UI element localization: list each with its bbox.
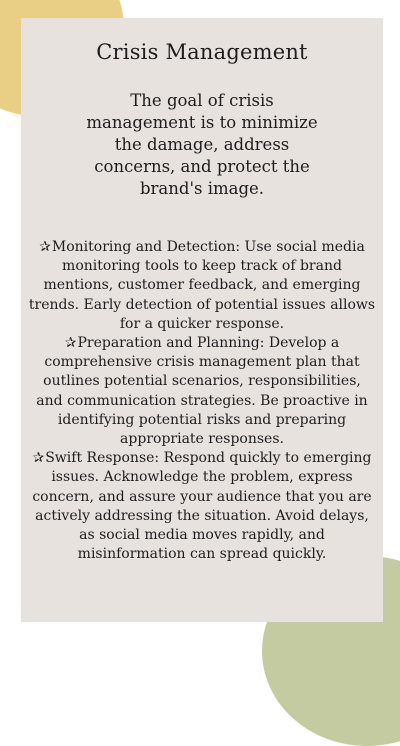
- content-card: [21, 18, 383, 622]
- strategy-item-swift-response: [28, 449, 376, 564]
- strategy-text: Monitoring and Detection: Use social media monitoring tools to keep track of brand mentions, customer feedback, and emerging trends. Early detection of potential issues allows for a quicker response.: [28, 239, 376, 332]
- strategy-list: [28, 238, 376, 564]
- star-icon: ✰: [64, 335, 77, 352]
- intro-text: The goal of crisis management is to minimize the damage, address concerns, and protect the brand's image.: [86, 91, 318, 198]
- page-title: Crisis Management: [96, 40, 308, 64]
- star-icon: ✰: [39, 239, 51, 255]
- star-icon: ✰: [32, 450, 45, 467]
- strategy-item-monitoring: [28, 238, 376, 334]
- strategy-item-preparation: [28, 334, 376, 449]
- strategy-text: Swift Response: Respond quickly to emerging issues. Acknowledge the problem, express concern, and assure your audience that you are actively addressing the situation. Avoid delays, as social media moves rapidly, and misinformation can spread quickly.: [32, 450, 372, 563]
- strategy-text: Preparation and Planning: Develop a comprehensive crisis management plan that outlines potential scenarios, responsibilities, and communication strategies. Be proactive in identifying potential risks and preparing appropriate responses.: [36, 335, 368, 448]
